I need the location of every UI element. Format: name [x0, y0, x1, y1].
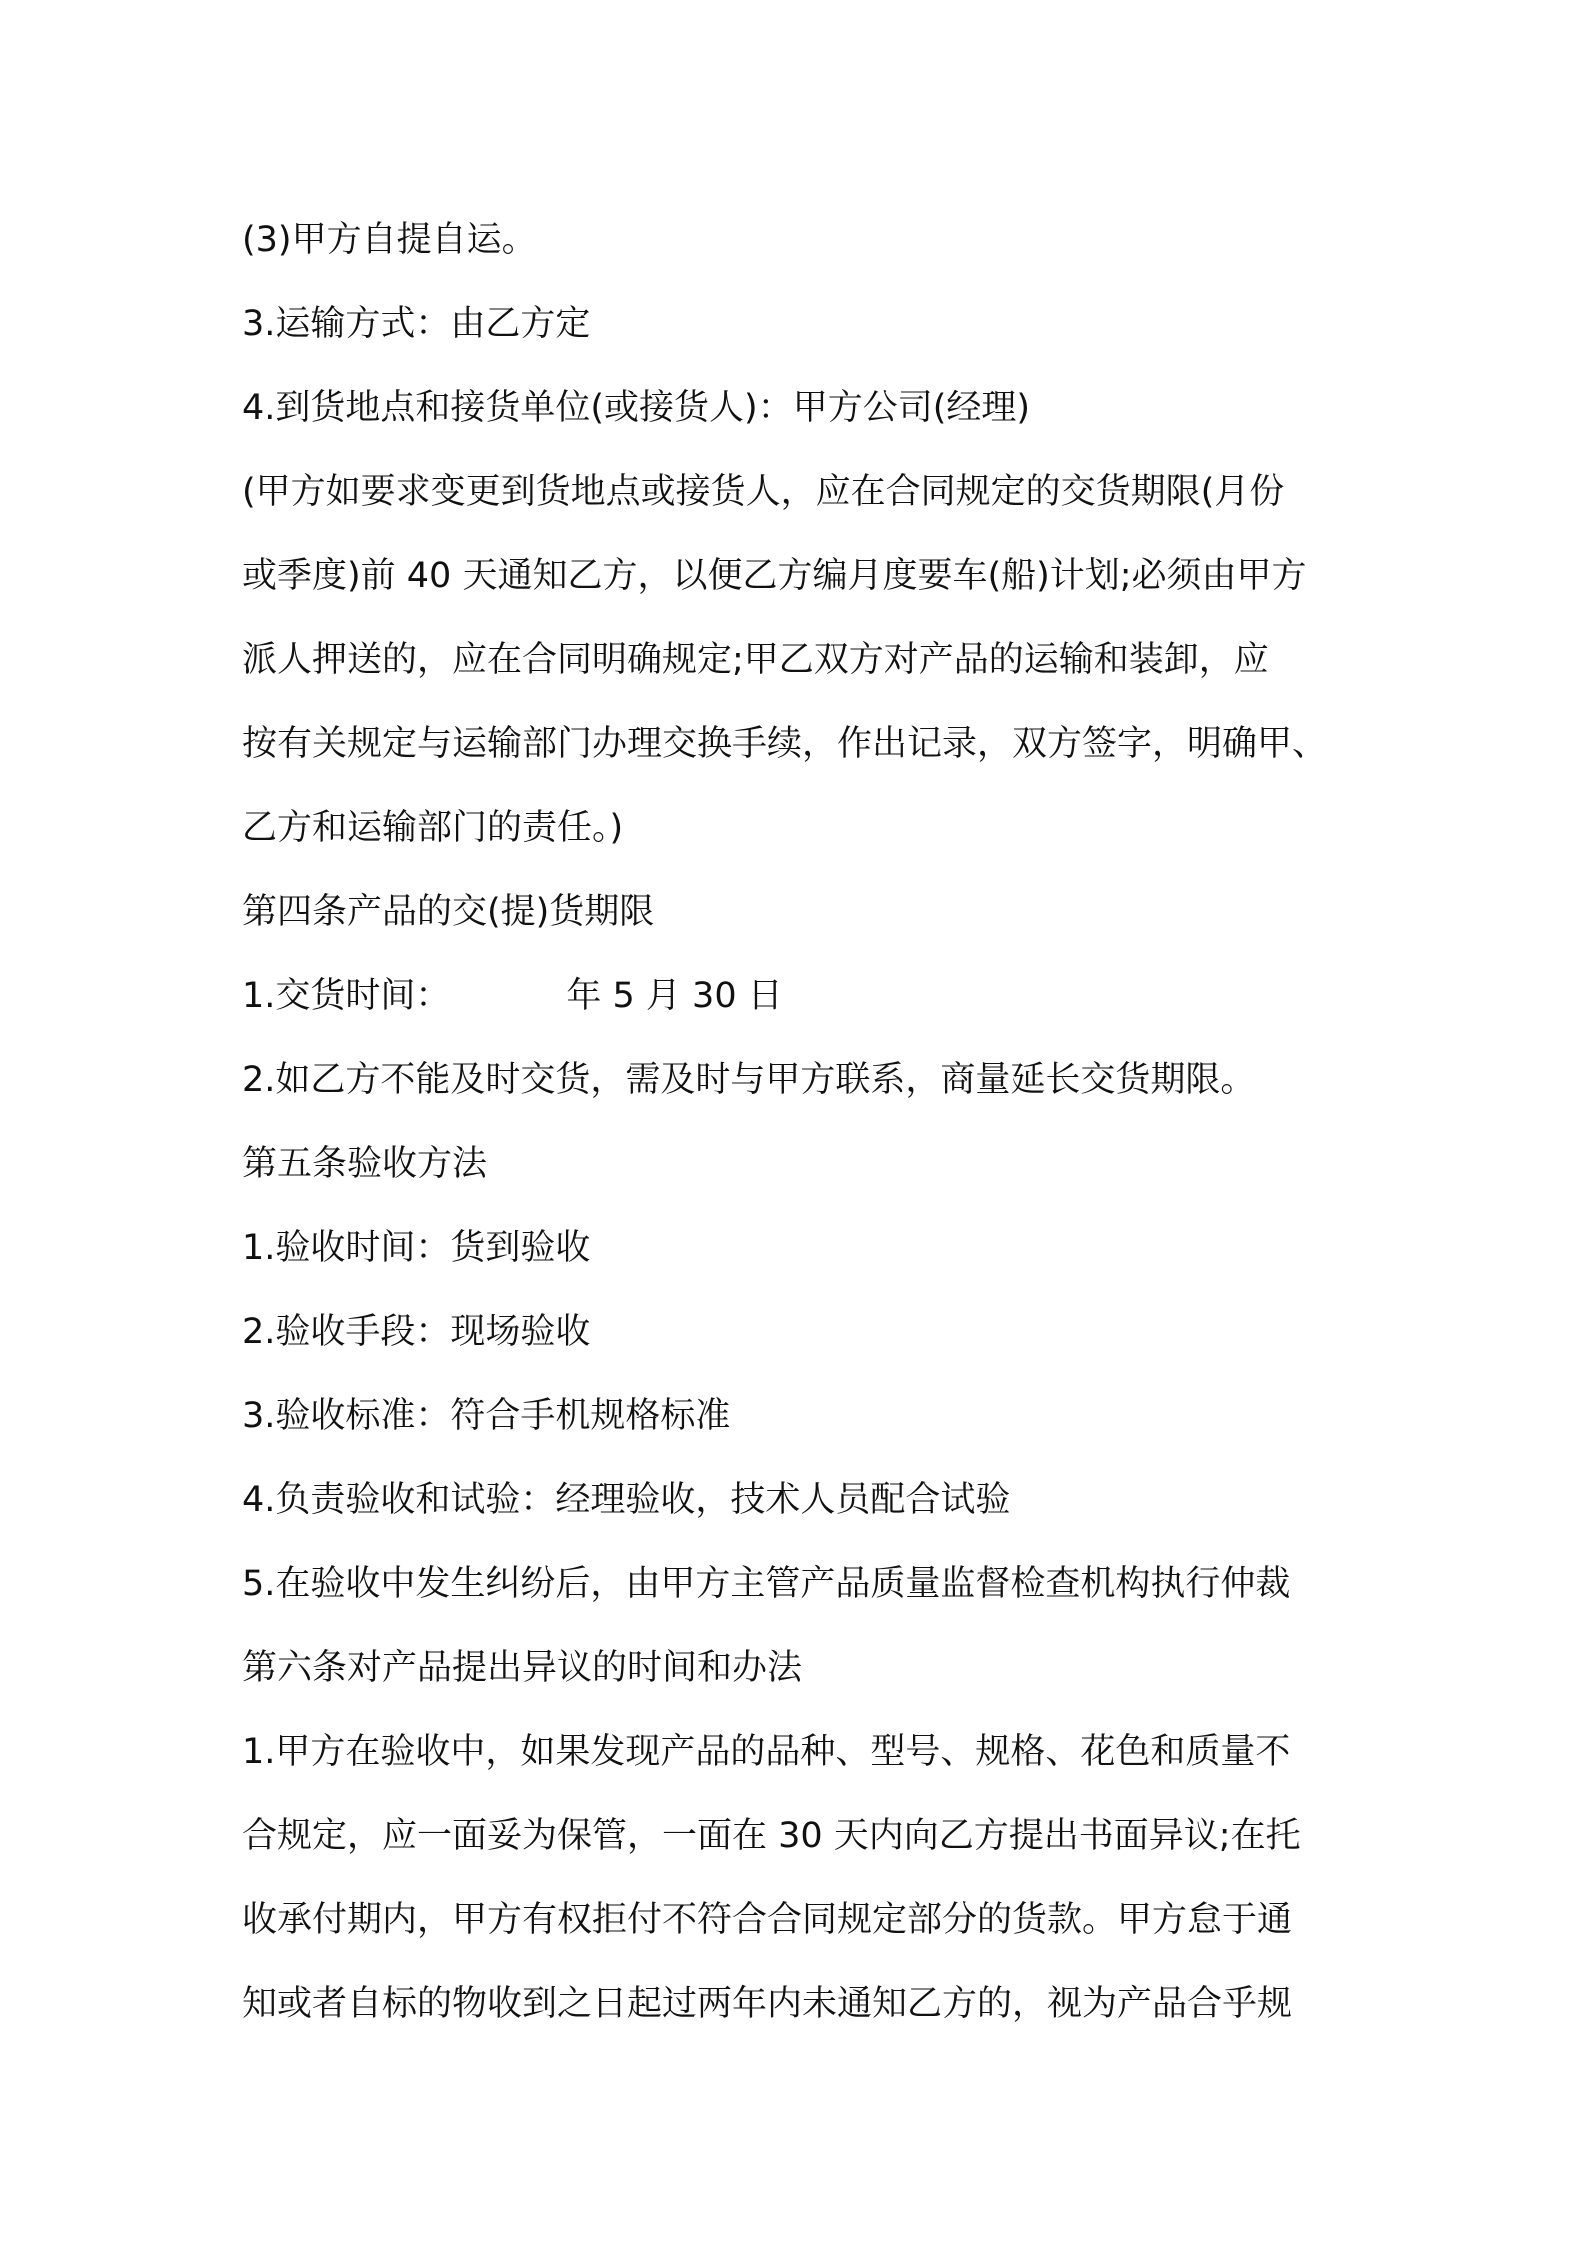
objection-line-2: 合规定，应一面妥为保管，一面在 30 天内向乙方提出书面异议;在托: [242, 1816, 1301, 1856]
article-5-heading: 第五条验收方法: [242, 1144, 488, 1184]
delivery-delay-clause: 2.如乙方不能及时交货，需及时与甲方联系，商量延长交货期限。: [242, 1060, 1256, 1100]
delivery-time-date: 年 5 月 30 日: [566, 976, 783, 1016]
document-body: [242, 198, 1358, 2046]
clause-3-3-self-pickup: (3)甲方自提自运。: [242, 220, 537, 260]
delivery-time: [242, 954, 1358, 1038]
change-note-line-5: 乙方和运输部门的责任。): [242, 808, 624, 848]
objection-line-3: 收承付期内，甲方有权拒付不符合合同规定部分的货款。甲方怠于通: [242, 1900, 1293, 1940]
objection-line-1: 1.甲方在验收中，如果发现产品的品种、型号、规格、花色和质量不: [242, 1732, 1291, 1772]
inspection-time: 1.验收时间：货到验收: [242, 1228, 591, 1268]
inspection-means: 2.验收手段：现场验收: [242, 1312, 591, 1352]
delivery-time-label: 1.交货时间：: [242, 976, 451, 1016]
article-6-heading: 第六条对产品提出异议的时间和办法: [242, 1648, 803, 1688]
change-note-line-4: 按有关规定与运输部门办理交换手续，作出记录，双方签字，明确甲、: [242, 724, 1328, 764]
inspection-responsibility: 4.负责验收和试验：经理验收，技术人员配合试验: [242, 1480, 1011, 1520]
inspection-standard: 3.验收标准：符合手机规格标准: [242, 1396, 731, 1436]
delivery-location: 4.到货地点和接货单位(或接货人)：甲方公司(经理): [242, 388, 1031, 428]
objection-line-4: 知或者自标的物收到之日起过两年内未通知乙方的，视为产品合乎规: [242, 1984, 1293, 2024]
change-note-line-3: 派人押送的，应在合同明确规定;甲乙双方对产品的运输和装卸，应: [242, 640, 1269, 680]
article-4-heading: 第四条产品的交(提)货期限: [242, 892, 655, 932]
transport-method: 3.运输方式：由乙方定: [242, 304, 591, 344]
dispute-arbitration: 5.在验收中发生纠纷后，由甲方主管产品质量监督检查机构执行仲裁: [242, 1564, 1291, 1604]
change-note-line-2: 或季度)前 40 天通知乙方，以便乙方编月度要车(船)计划;必须由甲方: [242, 556, 1307, 596]
change-note-line-1: (甲方如要求变更到货地点或接货人，应在合同规定的交货期限(月份: [242, 472, 1285, 512]
